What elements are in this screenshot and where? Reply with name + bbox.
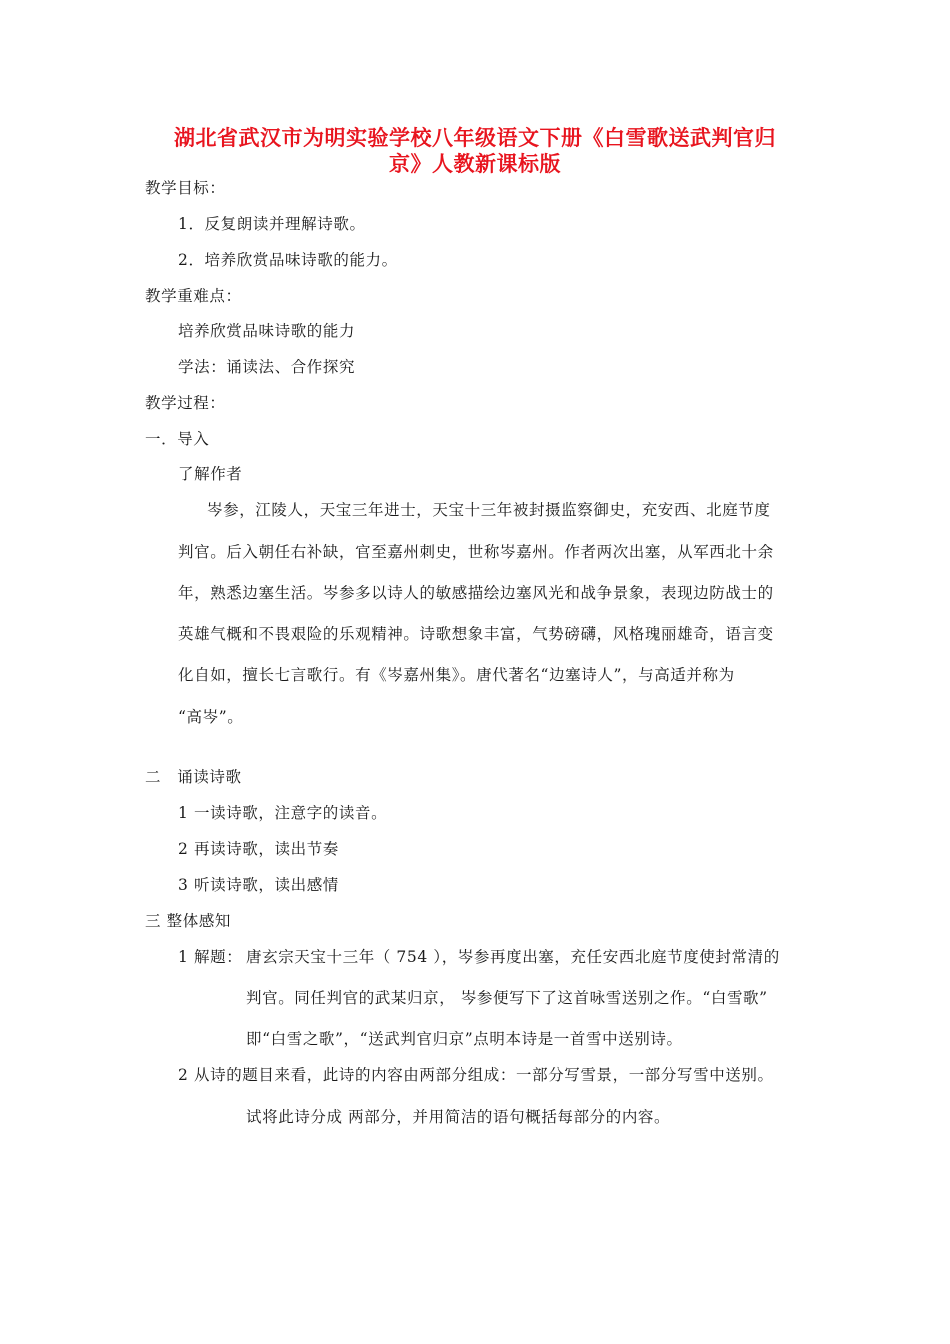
author-bio-line: 年，熟悉边塞生活。岑参多以诗人的敏感描绘边塞风光和战争景象，表现边防战士的 xyxy=(178,584,774,602)
process-heading: 教学过程： xyxy=(145,394,226,412)
section-3-item-1-lead: 1 解题： xyxy=(178,948,243,966)
section-3-heading: 三 整体感知 xyxy=(145,912,232,930)
section-1-heading: 一．导入 xyxy=(145,430,210,448)
objective-item: 1．反复朗读并理解诗歌。 xyxy=(178,215,366,233)
key-points-text: 培养欣赏品味诗歌的能力 xyxy=(178,322,356,340)
section-3-item-1-line: 唐玄宗天宝十三年（ 754 ），岑参再度出塞，充任安西北庭节度使封常清的 xyxy=(246,948,780,966)
key-points-heading: 教学重难点： xyxy=(145,287,242,305)
section-2-item: 1 一读诗歌，注意字的读音。 xyxy=(178,804,388,822)
document-title-line-2: 京》人教新课标版 xyxy=(389,152,561,176)
section-3-item-1-line: 即“白雪之歌”，“送武判官归京”点明本诗是一首雪中送别诗。 xyxy=(246,1030,683,1048)
section-3-item-2-line: 2 从诗的题目来看，此诗的内容由两部分组成：一部分写雪景，一部分写雪中送别。 xyxy=(178,1066,774,1084)
learning-method: 学法：诵读法、合作探究 xyxy=(178,358,356,376)
author-bio-line: 英雄气概和不畏艰险的乐观精神。诗歌想象丰富，气势磅礴，风格瑰丽雄奇，语言变 xyxy=(178,625,774,643)
document-title-line-1: 湖北省武汉市为明实验学校八年级语文下册《白雪歌送武判官归 xyxy=(174,126,776,150)
author-bio-line: 岑参，江陵人，天宝三年进士，天宝十三年被封摄监察御史，充安西、北庭节度 xyxy=(207,501,771,519)
author-bio-line: 判官。后入朝任右补缺，官至嘉州刺史，世称岑嘉州。作者两次出塞，从军西北十余 xyxy=(178,543,774,561)
section-2-item: 2 再读诗歌，读出节奏 xyxy=(178,840,339,858)
section-1-subheading: 了解作者 xyxy=(178,465,243,483)
section-2-item: 3 听读诗歌，读出感情 xyxy=(178,876,339,894)
author-bio-line: “高岑”。 xyxy=(178,708,244,726)
section-2-heading: 二 诵读诗歌 xyxy=(145,768,242,786)
author-bio-line: 化自如，擅长七言歌行。有《岑嘉州集》。唐代著名“边塞诗人”，与高适并称为 xyxy=(178,666,735,684)
objective-item: 2．培养欣赏品味诗歌的能力。 xyxy=(178,251,398,269)
objectives-heading: 教学目标： xyxy=(145,179,226,197)
section-3-item-1-line: 判官。同任判官的武某归京， 岑参便写下了这首咏雪送别之作。“白雪歌” xyxy=(246,989,768,1007)
section-3-item-2-line: 试将此诗分成 两部分，并用简洁的语句概括每部分的内容。 xyxy=(246,1108,671,1126)
